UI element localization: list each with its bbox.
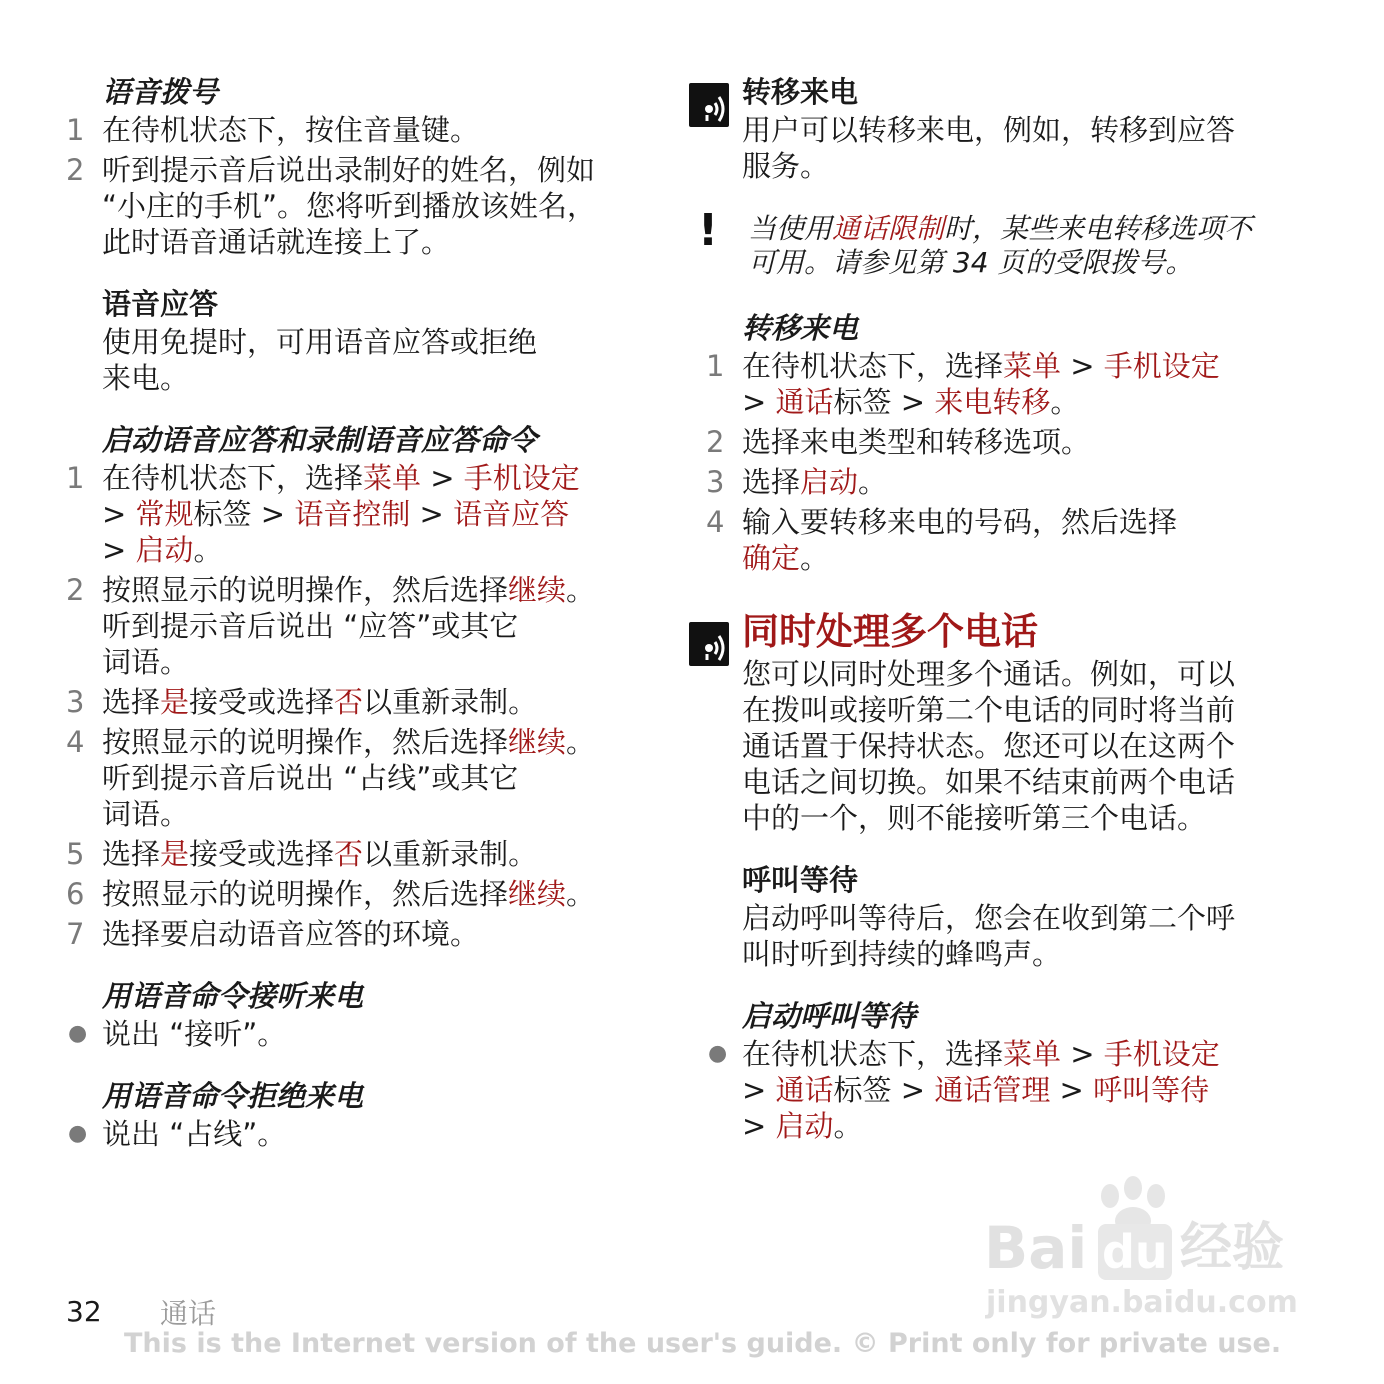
- heading-reject-command: 用语音命令拒绝来电: [102, 1079, 364, 1113]
- step-text: 按照显示的说明操作，然后选择继续。: [102, 725, 596, 759]
- heading-enable-voice-answer: 启动语音应答和录制语音应答命令: [102, 423, 538, 457]
- link-yes[interactable]: 是: [160, 685, 190, 719]
- link-continue[interactable]: 继续: [508, 877, 567, 911]
- step-number: 2: [66, 573, 85, 607]
- link-yes[interactable]: 是: [160, 837, 190, 871]
- link-menu[interactable]: 菜单: [1003, 1037, 1062, 1071]
- network-service-icon: [689, 622, 729, 666]
- paragraph: 您可以同时处理多个通话。例如，可以: [742, 657, 1236, 691]
- paragraph: 通话置于保持状态。您还可以在这两个: [742, 729, 1236, 763]
- step-number: 7: [66, 917, 85, 951]
- link-menu[interactable]: 菜单: [1003, 349, 1062, 383]
- link-phone-settings[interactable]: 手机设定: [463, 461, 580, 495]
- bullet: ●: [708, 1041, 728, 1066]
- bullet-text: 说出 “接听”。: [102, 1017, 287, 1051]
- link-general[interactable]: 常规: [135, 497, 194, 531]
- link-call-management[interactable]: 通话管理: [934, 1073, 1051, 1107]
- link-call-restriction[interactable]: 通话限制: [832, 212, 945, 245]
- paragraph: 来电。: [102, 361, 190, 395]
- bullet-text: > 通话标签 > 通话管理 > 呼叫等待: [742, 1073, 1210, 1107]
- baidu-watermark: [980, 1176, 1310, 1326]
- watermark-jingyan: 经验: [1180, 1218, 1285, 1278]
- bullet-text: 说出 “占线”。: [102, 1117, 287, 1151]
- link-calls[interactable]: 通话: [775, 1073, 834, 1107]
- link-voice-answer[interactable]: 语音应答: [453, 497, 570, 531]
- step-number: 6: [66, 877, 85, 911]
- page-number: 32: [66, 1295, 102, 1328]
- bullet: ●: [68, 1021, 88, 1046]
- section-title: 同时处理多个电话: [742, 610, 1038, 653]
- step-text: > 通话标签 > 来电转移。: [742, 385, 1080, 419]
- paragraph: 启动呼叫等待后，您会在收到第二个呼: [742, 901, 1236, 935]
- heading-call-waiting: 呼叫等待: [742, 863, 859, 897]
- step-text: > 启动。: [102, 533, 223, 567]
- bullet-text: 在待机状态下，选择菜单 > 手机设定: [742, 1037, 1220, 1071]
- step-text: 在待机状态下，选择菜单 > 手机设定: [742, 349, 1220, 383]
- step-number: 3: [706, 465, 725, 499]
- step-text: 听到提示音后说出录制好的姓名，例如: [102, 153, 596, 187]
- heading-voice-answer: 语音应答: [102, 287, 219, 321]
- bullet: ●: [68, 1121, 88, 1146]
- step-text: 选择是接受或选择否以重新录制。: [102, 837, 538, 871]
- step-number: 1: [706, 349, 725, 383]
- step-text: 词语。: [102, 797, 190, 831]
- paragraph: 服务。: [742, 149, 830, 183]
- paragraph: 用户可以转移来电，例如，转移到应答: [742, 113, 1236, 147]
- step-text: 选择启动。: [742, 465, 888, 499]
- step-text: 此时语音通话就连接上了。: [102, 225, 451, 259]
- note-text: 当使用通话限制时，某些来电转移选项不: [748, 212, 1253, 245]
- link-phone-settings[interactable]: 手机设定: [1103, 1037, 1220, 1071]
- step-text: 选择要启动语音应答的环境。: [102, 917, 480, 951]
- link-divert-calls[interactable]: 来电转移: [934, 385, 1051, 419]
- step-text: 确定。: [742, 541, 830, 575]
- step-text: 在待机状态下，按住音量键。: [102, 113, 480, 147]
- network-service-icon: [689, 83, 729, 127]
- paragraph: 中的一个，则不能接听第三个电话。: [742, 801, 1207, 835]
- step-number: 5: [66, 837, 85, 871]
- step-text: 按照显示的说明操作，然后选择继续。: [102, 877, 596, 911]
- disclaimer: This is the Internet version of the user's guide. © Print only for private use.: [124, 1328, 1282, 1359]
- link-menu[interactable]: 菜单: [363, 461, 422, 495]
- heading-voice-dial: 语音拨号: [102, 75, 219, 109]
- watermark-du: du: [1098, 1224, 1172, 1280]
- link-no[interactable]: 否: [334, 837, 364, 871]
- link-voice-control[interactable]: 语音控制: [294, 497, 411, 531]
- warning-icon: !: [698, 205, 719, 256]
- step-number: 4: [66, 725, 85, 759]
- step-text: > 常规标签 > 语音控制 > 语音应答: [102, 497, 570, 531]
- step-text: 选择是接受或选择否以重新录制。: [102, 685, 538, 719]
- step-number: 3: [66, 685, 85, 719]
- paragraph: 使用免提时，可用语音应答或拒绝: [102, 325, 538, 359]
- watermark-url: jingyan.baidu.com: [986, 1285, 1298, 1320]
- section-name: 通话: [160, 1297, 217, 1330]
- step-text: 在待机状态下，选择菜单 > 手机设定: [102, 461, 580, 495]
- step-text: 选择来电类型和转移选项。: [742, 425, 1091, 459]
- paragraph: 叫时听到持续的蜂鸣声。: [742, 937, 1062, 971]
- link-start[interactable]: 启动: [800, 465, 859, 499]
- step-text: 按照显示的说明操作，然后选择继续。: [102, 573, 596, 607]
- step-text: “小庄的手机”。您将听到播放该姓名，: [102, 189, 597, 223]
- bullet-text: > 启动。: [742, 1109, 863, 1143]
- heading-enable-call-waiting: 启动呼叫等待: [742, 999, 917, 1033]
- step-number: 4: [706, 505, 725, 539]
- link-calls[interactable]: 通话: [775, 385, 834, 419]
- step-text: 听到提示音后说出 “占线”或其它: [102, 761, 519, 795]
- link-no[interactable]: 否: [334, 685, 364, 719]
- heading-divert-steps: 转移来电: [742, 311, 859, 345]
- step-number: 2: [706, 425, 725, 459]
- link-call-waiting[interactable]: 呼叫等待: [1093, 1073, 1210, 1107]
- link-phone-settings[interactable]: 手机设定: [1103, 349, 1220, 383]
- heading-divert: 转移来电: [742, 75, 859, 109]
- note-text: 可用。请参见第 34 页的受限拨号。: [748, 246, 1194, 279]
- link-continue[interactable]: 继续: [508, 725, 567, 759]
- step-text: 输入要转移来电的号码，然后选择: [742, 505, 1178, 539]
- link-start[interactable]: 启动: [135, 533, 194, 567]
- link-ok[interactable]: 确定: [742, 541, 801, 575]
- paragraph: 电话之间切换。如果不结束前两个电话: [742, 765, 1236, 799]
- step-text: 词语。: [102, 645, 190, 679]
- step-text: 听到提示音后说出 “应答”或其它: [102, 609, 519, 643]
- step-number: 1: [66, 113, 85, 147]
- paragraph: 在拨叫或接听第二个电话的同时将当前: [742, 693, 1236, 727]
- step-number: 2: [66, 153, 85, 187]
- link-start[interactable]: 启动: [775, 1109, 834, 1143]
- heading-answer-command: 用语音命令接听来电: [102, 979, 364, 1013]
- step-number: 1: [66, 461, 85, 495]
- watermark-brand: Bai: [984, 1214, 1088, 1282]
- link-continue[interactable]: 继续: [508, 573, 567, 607]
